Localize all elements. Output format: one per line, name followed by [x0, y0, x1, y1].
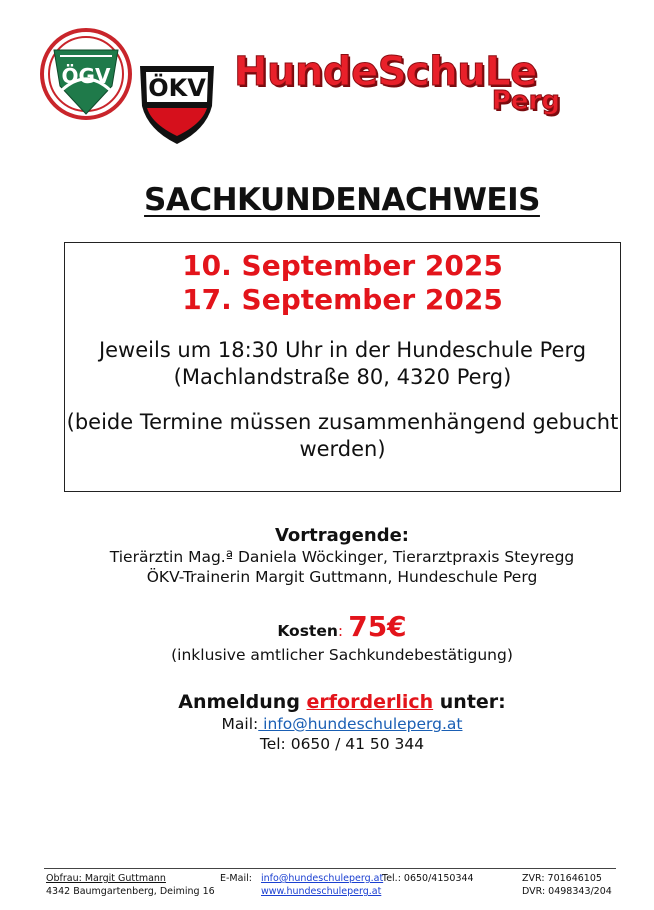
speakers-section: [0, 525, 654, 587]
signup-mail-row: [0, 714, 654, 734]
speaker-item-1: Tierärztin Mag.ª Daniela Wöckinger, Tierarztpraxis Steyregg: [109, 548, 575, 566]
event-box: [64, 242, 621, 492]
footer-owner: Obfrau: Margit Guttmann: [46, 873, 166, 884]
footer: [44, 868, 616, 898]
page-title: SACHKUNDENACHWEIS: [144, 182, 540, 218]
signup-phone: Tel: 0650 / 41 50 344: [259, 735, 425, 753]
event-date-2: 17. September 2025: [182, 283, 503, 316]
ogv-logo-text: ÖGV: [61, 64, 111, 88]
signup-heading: Anmeldung erforderlich unter:: [178, 691, 506, 713]
costs-price: 75€: [348, 610, 407, 643]
okv-logo: [132, 62, 222, 146]
event-address-line: (Machlandstraße 80, 4320 Perg): [173, 365, 512, 389]
brand-name: HundeSchuLe: [234, 49, 537, 95]
footer-web-link[interactable]: www.hundeschuleperg.at: [261, 886, 382, 897]
costs-colon: :: [337, 622, 344, 640]
speaker-item-2: ÖKV-Trainerin Margit Guttmann, Hundeschule Perg: [146, 568, 538, 586]
footer-dvr: DVR: 0498343/204: [522, 886, 612, 897]
mail-label: Mail:: [221, 715, 259, 733]
speakers-heading: Vortragende:: [274, 525, 409, 546]
costs-label: Kosten: [277, 622, 338, 640]
event-time-line: Jeweils um 18:30 Uhr in der Hundeschule Perg: [98, 338, 587, 362]
signup-required: erforderlich: [306, 691, 434, 713]
footer-zvr: ZVR: 701646105: [522, 873, 602, 884]
footer-tel: Tel.: 0650/4150344: [382, 873, 474, 884]
event-note-line-2: werden): [299, 437, 386, 461]
brand-city: Perg: [491, 86, 560, 116]
okv-logo-text: ÖKV: [148, 74, 206, 102]
mail-link[interactable]: info@hundeschuleperg.at: [258, 715, 463, 733]
footer-address: 4342 Baumgartenberg, Deiming 16: [46, 886, 215, 897]
ogv-logo: [40, 28, 132, 120]
footer-email-link[interactable]: info@hundeschuleperg.at: [261, 873, 384, 884]
brand-logo: [234, 48, 564, 128]
logo-header: [0, 0, 654, 160]
costs-section: [0, 610, 654, 665]
event-date-1: 10. September 2025: [182, 249, 503, 282]
event-note-line-1: (beide Termine müssen zusammenhängend gebucht: [66, 410, 619, 434]
signup-section: [0, 690, 654, 754]
costs-note: (inklusive amtlicher Sachkundebestätigung): [171, 646, 513, 664]
footer-email-label: E-Mail:: [220, 873, 252, 884]
